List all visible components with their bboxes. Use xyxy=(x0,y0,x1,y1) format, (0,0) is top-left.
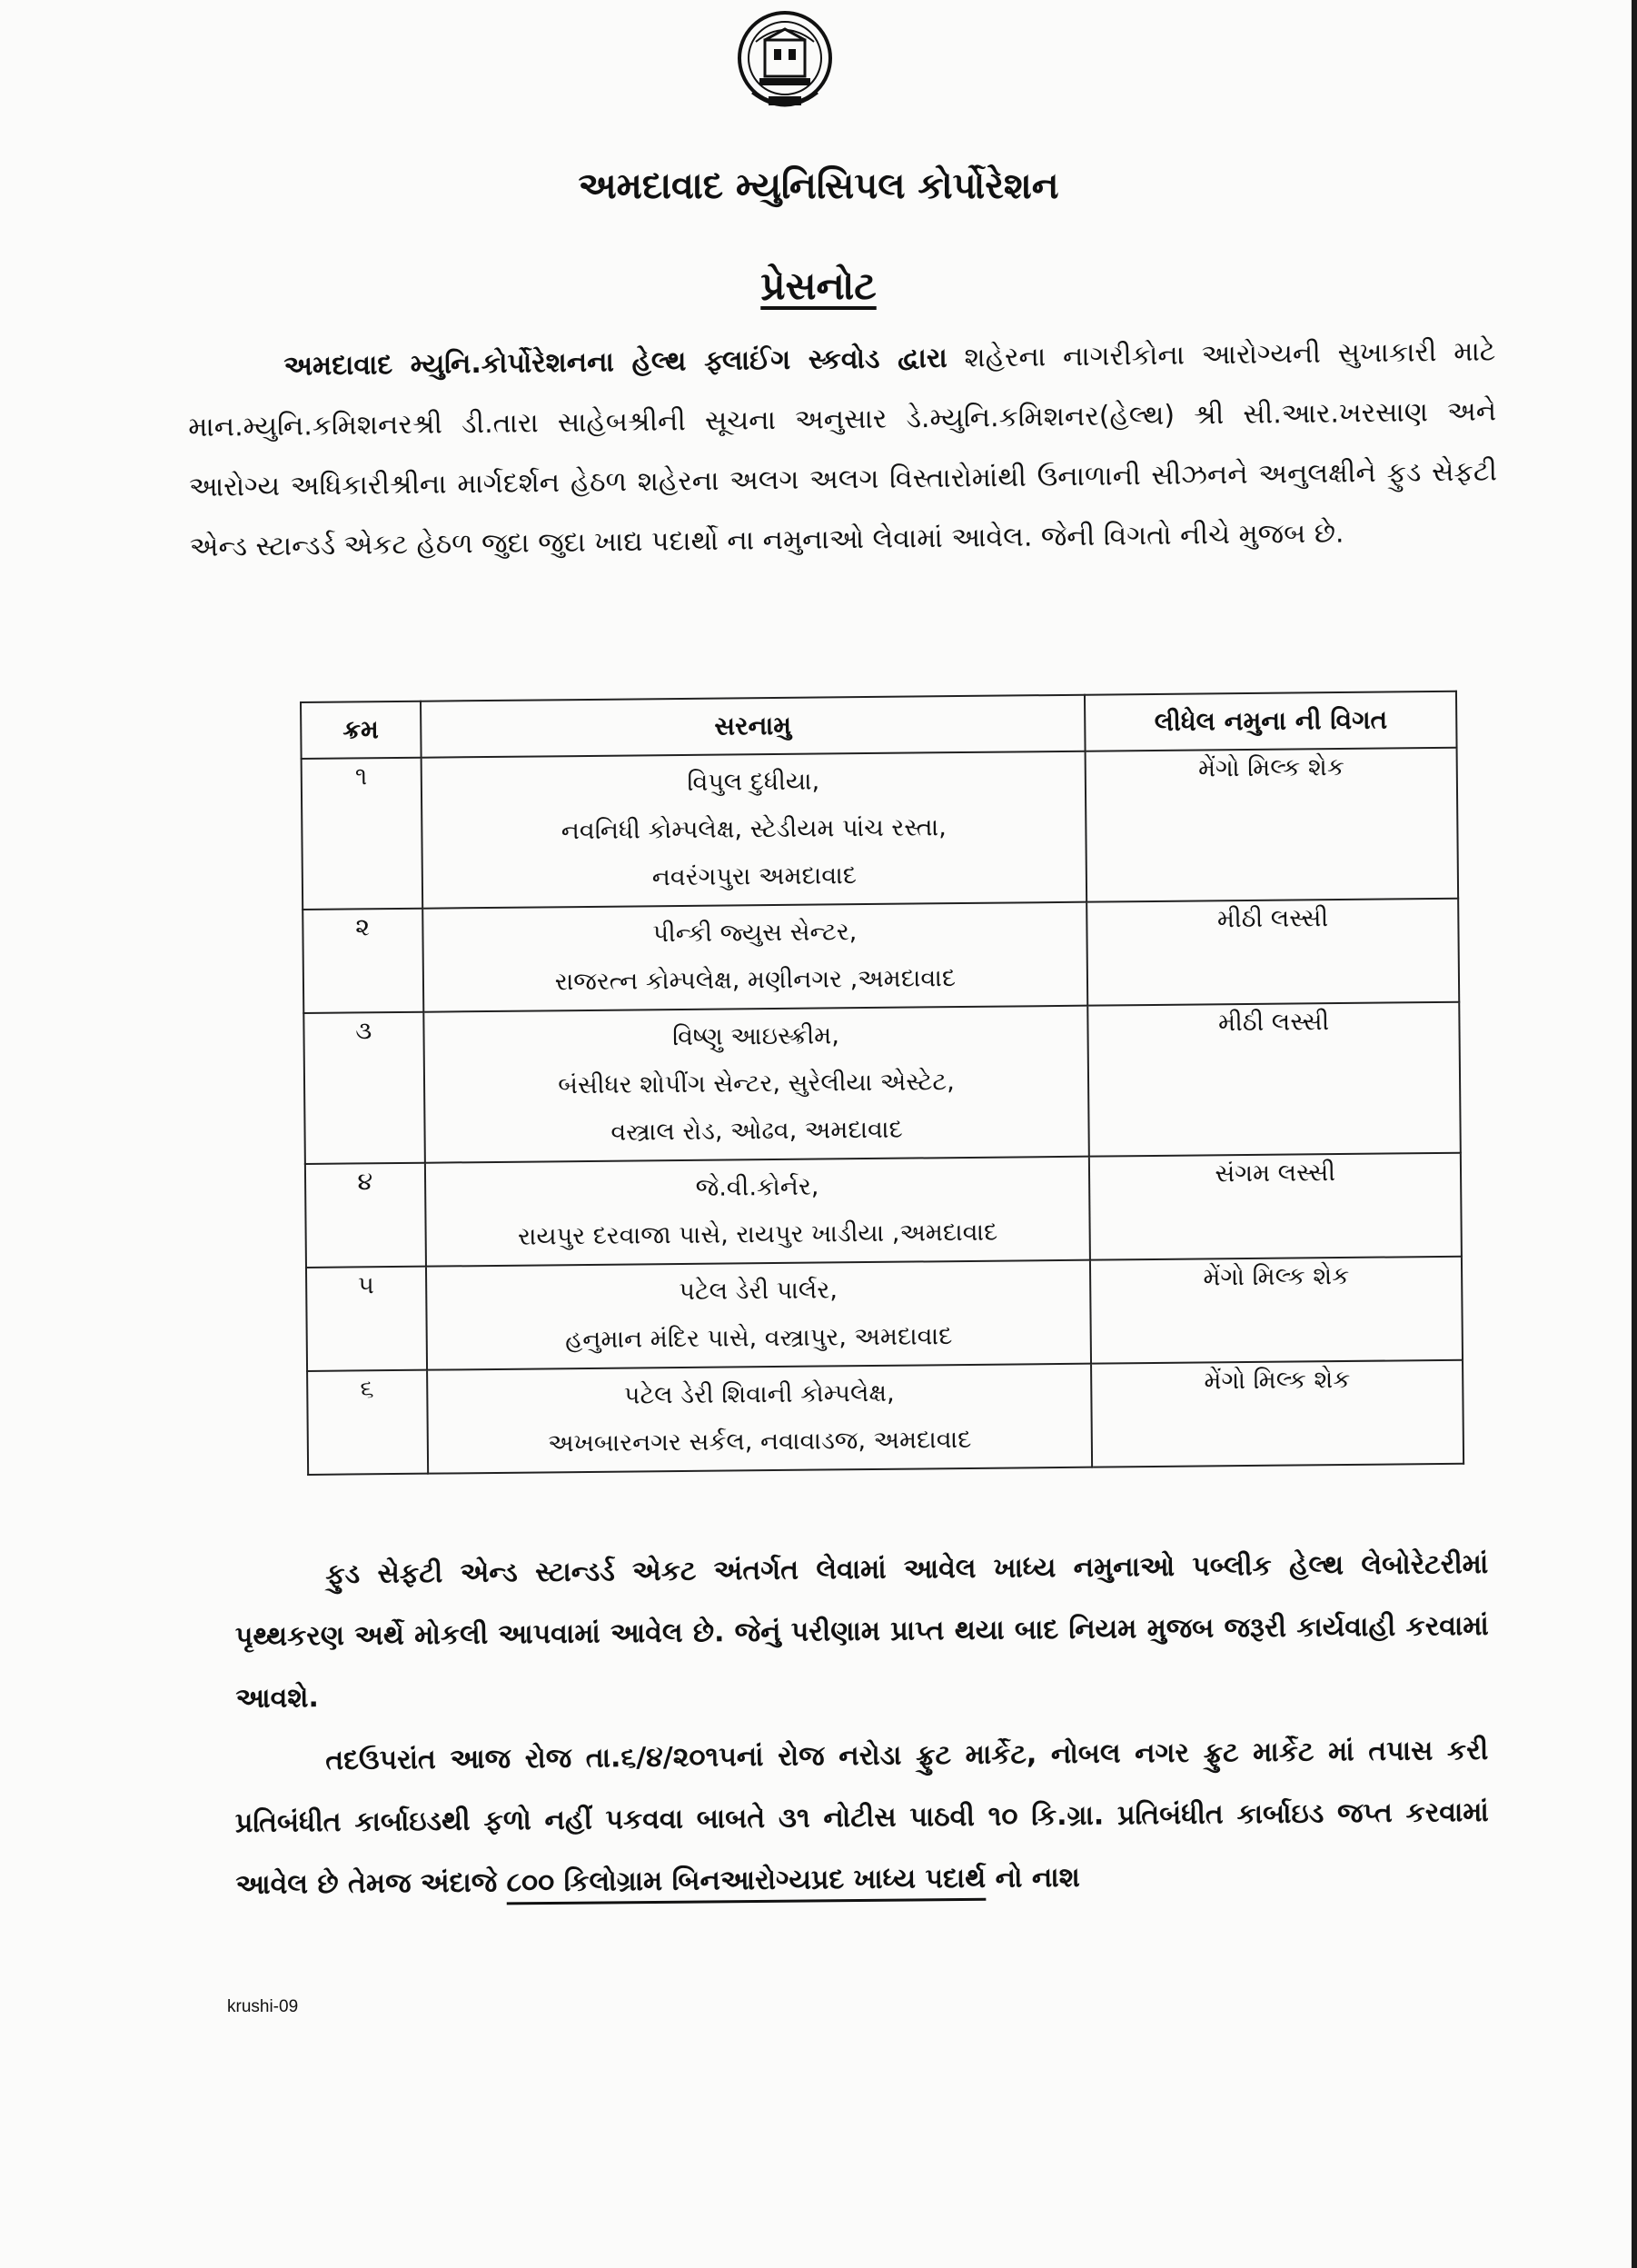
carbide-paragraph-tail: નો નાશ xyxy=(995,1861,1080,1895)
row-serial: ૨ xyxy=(303,909,423,1013)
footer-code: krushi-09 xyxy=(227,1997,299,2016)
lab-paragraph xyxy=(234,1534,1490,1730)
address-line: અખબારનગર સર્કલ, નવાવાડજ, અમદાવાદ xyxy=(548,1425,972,1458)
address-line: જે.વી.કોર્નર, xyxy=(695,1172,819,1202)
document-title xyxy=(0,264,1637,309)
table-row xyxy=(306,1257,1463,1371)
row-sample: મીઠી લસ્સી xyxy=(1088,1002,1461,1157)
row-sample: મેંગો મિલ્ક શેક xyxy=(1091,1360,1463,1467)
address-line: વિપુલ દુધીયા, xyxy=(687,767,820,797)
row-address xyxy=(423,1006,1089,1163)
destroyed-quantity: ૮૦૦ કિલોગ્રામ બિનઆરોગ્યપ્રદ ખાધ્ય પદાર્થ xyxy=(506,1862,987,1899)
row-sample: મેંગો મિલ્ક શેક xyxy=(1090,1257,1463,1364)
table-row xyxy=(303,899,1459,1013)
row-serial: ૩ xyxy=(303,1012,424,1164)
carbide-paragraph xyxy=(234,1720,1490,1916)
address-line: વિષ્ણુ આઇસ્ક્રીમ, xyxy=(671,1021,840,1052)
row-address xyxy=(421,751,1086,909)
intro-text: શહેરના નાગરીકોના આરોગ્યની સુખાકારી માટે માન.મ્યુનિ.કમિશનરશ્રી ડી.તારા સાહેબશ્રીની સૂચના અનુસાર ડે.મ્યુનિ.કમિશનર(હેલ્થ) શ્રી સી.આર.ખરસાણ અને આરોગ્ય અધિકારીશ્રીના માર્ગદર્શન હેઠળ શહેરના અલગ અલગ વિસ્તારોમાંથી ઉનાળાની સીઝનને અનુલક્ષીને ફુડ સેફટી એન્ડ સ્ટાન્ડર્ડ એકટ હેઠળ જુદા જુદા ખાદ્ય પદાર્થો ના નમુનાઓ લેવામાં આવેલ. જેની વિગતો નીચે મુજબ છે. xyxy=(187,335,1498,563)
organization-title: અમદાવાદ મ્યુનિસિપલ કોર્પોરેશન xyxy=(578,165,1059,207)
row-serial: ૫ xyxy=(306,1267,427,1371)
address-line: વસ્ત્રાલ રોડ, ઓઢવ, અમદાવાદ xyxy=(610,1115,903,1147)
address-line: નવનિધી કોમ્પલેક્ષ, સ્ટેડીયમ પાંચ રસ્તા, xyxy=(561,813,947,846)
table-row xyxy=(307,1360,1463,1475)
intro-paragraph xyxy=(187,322,1498,578)
amc-emblem-icon xyxy=(734,5,836,122)
row-serial: ૪ xyxy=(305,1163,426,1268)
intro-lead: અમદાવાદ મ્યુનિ.કોર્પોરેશનના હેલ્થ ફ્લાઈંગ સ્કવોડ દ્વારા xyxy=(283,342,947,383)
document-title-text: પ્રેસનોટ xyxy=(760,264,877,308)
header-sample: લીધેલ નમુના ની વિગત xyxy=(1085,691,1456,751)
row-serial: ૧ xyxy=(302,758,422,910)
row-address xyxy=(427,1364,1093,1474)
table-row xyxy=(305,1153,1462,1268)
address-line: પટેલ ડેરી પાર્લર, xyxy=(679,1276,838,1307)
address-line: નવરંગપુરા અમદાવાદ xyxy=(651,861,857,892)
address-line: રાજરત્ન કોમ્પલેક્ષ, મણીનગર ,અમદાવાદ xyxy=(554,964,957,997)
row-address xyxy=(424,1157,1090,1267)
row-sample: મેંગો મિલ્ક શેક xyxy=(1086,748,1458,902)
table-row xyxy=(303,1002,1461,1164)
header-serial: ક્રમ xyxy=(301,701,421,759)
address-line: બંસીધર શોપીંગ સેન્ટર, સુરેલીયા એસ્ટેટ, xyxy=(558,1068,955,1100)
address-line: હનુમાન મંદિર પાસે, વસ્ત્રાપુર, અમદાવાદ xyxy=(564,1322,953,1355)
row-sample: મીઠી લસ્સી xyxy=(1087,899,1460,1006)
lab-paragraph-text: ફુડ સેફટી એન્ડ સ્ટાન્ડર્ડ એકટ અંતર્ગત લેવામાં આવેલ ખાધ્ય નમુનાઓ પબ્લીક હેલ્થ લેબોરેટરીમાં પૃથ્થકરણ અર્થે મોકલી આપવામાં આવેલ છે. જેનું પરીણામ પ્રાપ્ત થયા બાદ નિયમ મુજબ જરૂરી કાર્યવાહી કરવામાં આવશે. xyxy=(234,1547,1489,1715)
address-line: પીન્કી જ્યુસ સેન્ટર, xyxy=(652,918,858,949)
row-address xyxy=(422,902,1088,1012)
carbide-paragraph-text: તદઉપરાંત આજ રોજ તા.૬/૪/૨૦૧૫નાં રોજ નરોડા ફ્રુટ માર્કેટ, નોબલ નગર ફ્રુટ માર્કેટ માં તપાસ કરી પ્રતિબંધીત કાર્બાઇડથી ફળો નહીં પકવવા બાબતે ૩૧ નોટીસ પાઠવી ૧૦ કિ.ગ્રા. પ્રતિબંધીત કાર્બાઇડ જપ્ત કરવામાં આવેલ છે તેમજ અંદાજે xyxy=(234,1734,1489,1901)
address-line: પટેલ ડેરી શિવાની કોમ્પલેક્ષ, xyxy=(623,1378,895,1410)
row-serial: ૬ xyxy=(307,1370,428,1475)
samples-table xyxy=(300,691,1464,1476)
table-row xyxy=(302,748,1459,910)
page-edge xyxy=(1632,0,1637,2268)
row-address xyxy=(425,1260,1091,1370)
header-address: સરનામુ xyxy=(421,695,1086,758)
address-line: રાયપુર દરવાજા પાસે, રાયપુર ખાડીયા ,અમદાવાદ xyxy=(517,1218,998,1251)
row-sample: સંગમ લસ્સી xyxy=(1089,1153,1462,1260)
